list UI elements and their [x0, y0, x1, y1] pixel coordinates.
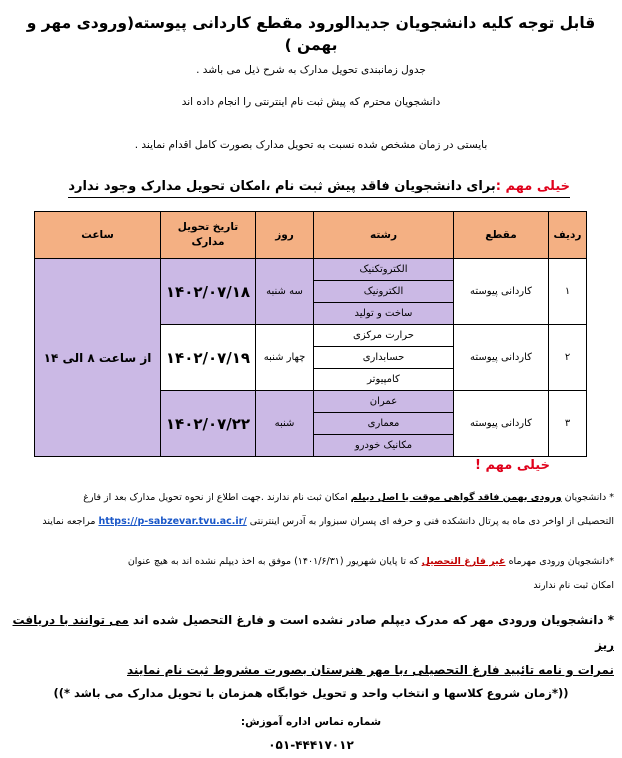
note-1-text-a: * دانشجویان — [561, 492, 614, 503]
time-cell: از ساعت ۸ الی ۱۴ — [35, 259, 161, 457]
notes-heading: خیلی مهم ! — [475, 458, 550, 473]
section-cell: کاردانی پیوسته — [454, 391, 549, 457]
note-3-text-a: * دانشجویان ورودی مهر که مدرک دیپلم صادر نشده است و فارغ التحصیل شده اند — [128, 613, 614, 627]
section-cell: کاردانی پیوسته — [454, 259, 549, 325]
note-2-text-c: که تا پایان شهریور (۱۴۰۱/۶/۳۱) موفق به اخذ دیپلم نشده اند به هیچ عنوان — [127, 556, 422, 567]
note-3 — [8, 608, 614, 683]
intro-line-2: دانشجویان محترم که پیش ثبت نام اینترنتی را انجام داده اند — [181, 96, 441, 108]
note-3-emphasis: می توانند با دریافت ریز — [12, 613, 614, 652]
field-cell: مکانیک خودرو — [314, 435, 454, 457]
important-notice — [68, 178, 570, 198]
intro-line-1: جدول زمانبندی تحویل مدارک به شرح ذیل می باشد . — [196, 64, 426, 76]
field-cell: حرارت مرکزی — [314, 325, 454, 347]
note-2-text-d: امکان ثبت نام ندارند — [533, 580, 614, 591]
day-cell: سه شنبه — [256, 259, 314, 325]
row-number: ۲ — [549, 325, 587, 391]
note-1 — [8, 486, 614, 534]
portal-link[interactable]: https://p-sabzevar.tvu.ac.ir/ — [98, 516, 247, 527]
header-day: روز — [256, 212, 314, 259]
field-cell: ساخت و تولید — [314, 303, 454, 325]
note-2-text-a: *دانشجویان ورودی مهرماه — [505, 556, 614, 567]
important-text: برای دانشجویان فاقد پیش ثبت نام ،امکان تحویل مدارک وجود ندارد — [68, 179, 496, 194]
schedule-note: ((*زمان شروع کلاسها و انتخاب واحد و تحویل خوابگاه همزمان با تحویل مدارک می باشد *)) — [53, 686, 569, 700]
row-number: ۱ — [549, 259, 587, 325]
note-1-text-d: التحصیلی از اواخر دی ماه به پرتال دانشکده فنی و حرفه ای پسران سبزوار به آدرس اینترنتی — [246, 516, 614, 527]
section-cell: کاردانی پیوسته — [454, 325, 549, 391]
header-field: رشته — [314, 212, 454, 259]
note-1-emphasis: ورودی بهمن فاقد گواهی موقت یا اصل دیپلم — [350, 492, 562, 503]
field-cell: حسابداری — [314, 347, 454, 369]
intro-line-3: بایستی در زمان مشخص شده نسبت به تحویل مدارک بصورت کامل اقدام نمایند . — [134, 139, 488, 151]
date-cell: ۱۴۰۲/۰۷/۲۲ — [161, 391, 256, 457]
field-cell: معماری — [314, 413, 454, 435]
contact-label: شماره تماس اداره آموزش: — [240, 716, 382, 728]
note-3-text-c: نمرات و نامه تائیید فارغ التحصیلی ،با مهر هنرستان بصورت مشروط ثبت نام نمایند — [127, 663, 614, 677]
header-time: ساعت — [35, 212, 161, 259]
field-cell: الکتروتکنیک — [314, 259, 454, 281]
field-cell: عمران — [314, 391, 454, 413]
header-section: مقطع — [454, 212, 549, 259]
field-cell: کامپیوتر — [314, 369, 454, 391]
field-cell: الکترونیک — [314, 281, 454, 303]
day-cell: شنبه — [256, 391, 314, 457]
table-row — [35, 259, 587, 281]
note-2-emphasis: غیر فارغ التحصیل — [421, 556, 506, 567]
note-2 — [8, 550, 614, 598]
table-header-row — [35, 212, 587, 259]
important-label: خیلی مهم : — [495, 179, 570, 194]
schedule-table — [34, 211, 587, 457]
date-cell: ۱۴۰۲/۰۷/۱۹ — [161, 325, 256, 391]
row-number: ۳ — [549, 391, 587, 457]
date-cell: ۱۴۰۲/۰۷/۱۸ — [161, 259, 256, 325]
day-cell: چهار شنبه — [256, 325, 314, 391]
page-title: قابل توجه کلیه دانشجویان جدیدالورود مقطع کاردانی پیوسته(ورودی مهر و بهمن ) — [26, 14, 596, 54]
note-1-text-e: مراجعه نمایند — [42, 516, 99, 527]
contact-phone: ۰۵۱-۴۴۴۱۷۰۱۲ — [268, 738, 354, 752]
header-row-number: ردیف — [549, 212, 587, 259]
header-date: تاریخ تحویل مدارک — [161, 212, 256, 259]
note-1-text-c: امکان ثبت نام ندارند .جهت اطلاع از نحوه تحویل مدارک بعد از فارغ — [83, 492, 351, 503]
